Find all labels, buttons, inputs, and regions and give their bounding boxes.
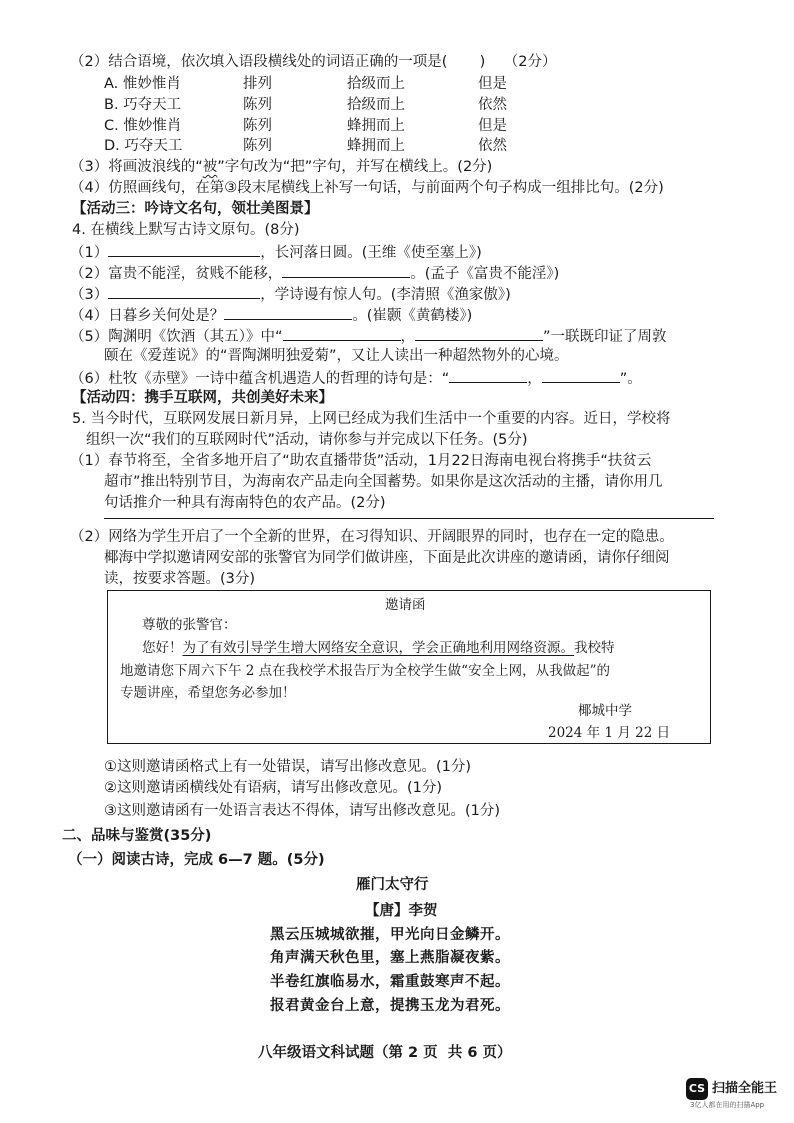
letter-date: 2024 年 1 月 22 日 (548, 725, 671, 741)
letter-body-line-2: 地邀请您下周六下午 2 点在我校学术报告厅为全校学生做“安全上网，从我做起”的 (120, 663, 610, 679)
option-c-w2: 陈列 (243, 118, 272, 134)
blank-1[interactable] (108, 241, 260, 257)
blank-4[interactable] (224, 304, 352, 320)
q3-pre: （3）将画波浪线的“ (70, 159, 203, 175)
subquestion-1: ①这则邀请函格式上有一处错误，请写出修改意见。(1分) (104, 759, 472, 775)
option-d-w4: 依然 (478, 138, 507, 154)
option-a-w2: 排列 (243, 76, 272, 92)
question-4: （4）仿照画线句，在第③段末尾横线上补写一句话，与前面两个句子构成一组排比句。(2分) (70, 180, 664, 196)
blank-5a[interactable] (283, 325, 401, 341)
letter-greeting: 您好！ (142, 640, 183, 656)
option-b-w1: B. 巧夺天工 (104, 97, 182, 113)
poem-line-3: 半卷红旗临易水，霜重鼓寒声不起。 (270, 973, 510, 990)
blank-6a[interactable] (449, 367, 527, 383)
option-b-w4: 依然 (478, 97, 507, 113)
dictation-5-cont: 颐在《爱莲说》的“晋陶渊明独爱菊”，又让人读出一种超然物外的心境。 (104, 348, 569, 364)
item-pre: （6）杜牧《赤壁》一诗中蕴含机遇造人的哲理的诗句是：“ (70, 371, 450, 387)
option-b-w3: 拾级而上 (347, 97, 405, 113)
poem-line-2: 角声满天秋色里，塞上燕脂凝夜紫。 (270, 949, 510, 966)
question-3 (70, 157, 492, 177)
option-a-w3: 拾级而上 (347, 76, 405, 92)
q5-p1-line-3: 句话推介一种具有海南特色的农产品。(2分) (104, 495, 386, 511)
item-text: ，学诗谩有惊人句。(李清照《渔家傲》) (260, 287, 511, 303)
letter-title: 邀请函 (385, 597, 426, 613)
item-mid: ， (527, 371, 542, 387)
dictation-4 (70, 304, 472, 326)
activity-3-heading: 【活动三：吟诗文名句，领壮美图景】 (72, 201, 319, 217)
invitation-letter-box (107, 590, 711, 744)
q3-wavy-word: 被 (202, 159, 218, 175)
item-mid: ， (400, 329, 415, 345)
camscanner-logo: CS (686, 1078, 708, 1100)
option-c-w4: 但是 (478, 118, 507, 134)
item-pre: （4）日暮乡关何处是？ (70, 308, 225, 324)
dictation-1 (70, 241, 482, 263)
letter-body-line-1 (142, 638, 615, 658)
q5-p2-line-2: 椰海中学拟邀请网安部的张警官为同学们做讲座，下面是此次讲座的邀请函，请你仔细阅 (104, 550, 670, 566)
item-num: （1） (70, 245, 109, 261)
item-post: ”。 (619, 371, 642, 387)
item-pre: （2）富贵不能淫，贫贱不能移， (70, 266, 283, 282)
poem-line-4: 报君黄金台上意，提携玉龙为君死。 (270, 997, 510, 1014)
section-2-heading: 二、品味与鉴赏(35分) (62, 828, 212, 844)
q5-p1-line-1: （1）春节将至，全省多地开启了“助农直播带货”活动，1月22日海南电视台将携手“扶贫云 (70, 453, 652, 469)
option-d-w3: 蜂拥而上 (347, 138, 405, 154)
option-d-w1: D. 巧夺天工 (104, 138, 183, 154)
dictation-2 (70, 262, 559, 284)
poem-author: 【唐】李贺 (365, 902, 438, 919)
q5-p1-line-2: 超市”推出特别节目，为海南农产品走向全国蓄势。如果你是这次活动的主播，请你用几 (104, 474, 663, 490)
option-c-w1: C. 惟妙惟肖 (104, 118, 182, 134)
item-pre: （5）陶渊明《饮酒（其五）》中“ (70, 329, 283, 345)
page-footer: 八年级语文科试题（第 2 页 共 6 页） (258, 1045, 512, 1061)
letter-signature-school: 椰城中学 (578, 703, 632, 719)
q3-post: ”字句改为“把”字句，并写在横线上。(2分) (217, 159, 493, 175)
item-post: ”一联既印证了周敦 (543, 329, 667, 345)
option-c-w3: 蜂拥而上 (347, 118, 405, 134)
dictation-stem: 4. 在横线上默写古诗文原句。(8分) (72, 222, 300, 238)
option-d-w2: 陈列 (243, 138, 272, 154)
blank-2[interactable] (282, 262, 410, 278)
poem-line-1: 黑云压城城欲摧，甲光向日金鳞开。 (270, 926, 510, 943)
watermark-brand: 扫描全能王 (712, 1081, 778, 1096)
item-text: ，长河落日圆。(王维《使至塞上》) (260, 245, 482, 261)
option-a-w4: 但是 (478, 76, 507, 92)
dictation-6 (70, 367, 642, 389)
q5-p2-line-1: （2）网络为学生开启了一个全新的世界，在习得知识、开阔眼界的同时，也存在一定的隐患。 (70, 529, 674, 545)
poem-title: 雁门太守行 (356, 876, 429, 893)
letter-salutation: 尊敬的张警官： (142, 617, 237, 633)
item-post: 。(崔颢《黄鹤楼》) (352, 308, 473, 324)
option-b-w2: 陈列 (243, 97, 272, 113)
activity-4-heading: 【活动四：携手互联网，共创美好未来】 (72, 390, 333, 406)
q5-p2-line-3: 读，按要求答题。(3分) (104, 571, 256, 587)
dictation-5 (70, 325, 667, 347)
blank-3[interactable] (108, 283, 260, 299)
blank-6b[interactable] (542, 367, 620, 383)
question-2-stem: （2）结合语境，依次填入语段横线处的词语正确的一项是( ) （2分） (70, 54, 557, 70)
subquestion-2: ②这则邀请函横线处有语病，请写出修改意见。(1分) (104, 780, 443, 796)
subquestion-3: ③这则邀请函有一处语言表达不得体，请写出修改意见。(1分) (104, 803, 501, 819)
letter-body-line-3: 专题讲座，希望您务必参加！ (120, 685, 296, 701)
watermark-tagline: 3亿人都在用的扫描App (690, 1101, 765, 1109)
item-post: 。(孟子《富贵不能淫》) (410, 266, 560, 282)
q5-line-2: 组织一次“我们的互联网时代”活动，请你参与并完成以下任务。(5分) (86, 432, 528, 448)
letter-body-tail: 我校特 (574, 640, 615, 656)
item-num: （3） (70, 287, 109, 303)
section-2-part-1: （一）阅读古诗，完成 6—7 题。(5分) (68, 852, 325, 868)
blank-5b[interactable] (415, 325, 543, 341)
option-a-w1: A. 惟妙惟肖 (104, 76, 181, 92)
dictation-3 (70, 283, 511, 305)
letter-underlined-sentence: 为了有效引导学生增大网络安全意识，学会正确地利用网络资源。 (182, 640, 574, 656)
q5-line-1: 5. 当今时代，互联网发展日新月异，上网已经成为我们生活中一个重要的内容。近日，学校将 (72, 411, 671, 427)
answer-line[interactable] (104, 518, 714, 519)
